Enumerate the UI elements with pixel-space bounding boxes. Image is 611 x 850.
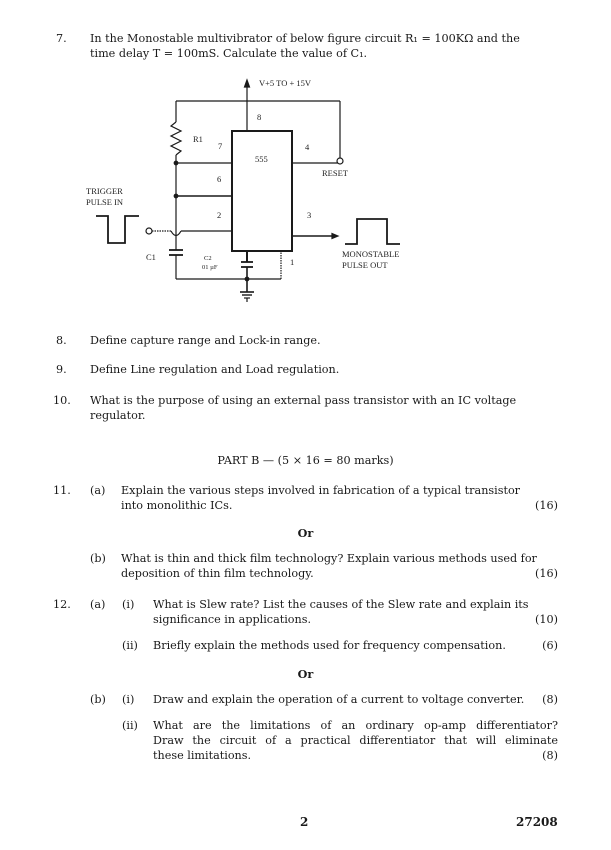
trigger-label-line-2: PULSE IN <box>86 197 124 207</box>
trigger-label-line-1: TRIGGER <box>86 186 123 196</box>
question-8-number: 8. <box>56 334 67 347</box>
pin-4-label: 4 <box>305 142 310 152</box>
question-12b-i-marks: (8) <box>542 693 558 706</box>
question-11b-marks: (16) <box>535 567 558 580</box>
c2-label: C2 <box>204 255 212 262</box>
question-12b-ii-text <box>153 718 558 763</box>
output-label-line-1: MONOSTABLE <box>342 249 400 259</box>
r1-label: R1 <box>193 134 203 144</box>
question-12a-ii-text: Briefly explain the methods used for frequency compensation. <box>153 639 506 652</box>
pin-2-label: 2 <box>217 210 222 220</box>
question-7-line-2: time delay T = 100mS. Calculate the value of C₁. <box>90 47 368 60</box>
question-12b-label: (b) <box>90 693 106 706</box>
question-10-number: 10. <box>53 394 71 407</box>
question-12a-ii-marks: (6) <box>542 639 558 652</box>
circuit-schematic <box>0 0 611 320</box>
question-12b-ii-line-2: Draw the circuit of a practical differentiator that will eliminate <box>153 734 558 747</box>
question-12b-ii-label: (ii) <box>122 719 138 732</box>
pin-6-label: 6 <box>217 174 222 184</box>
question-12a-i-line-1: What is Slew rate? List the causes of the Slew rate and explain its <box>153 598 529 611</box>
question-12b-ii-line-3: these limitations. <box>153 749 252 762</box>
question-11b-line-1: What is thin and thick film technology? Explain various methods used for <box>121 552 537 565</box>
question-8-text: Define capture range and Lock-in range. <box>90 334 321 347</box>
question-12a-label: (a) <box>90 598 106 611</box>
question-11a-text <box>121 483 558 513</box>
question-12a-ii-label: (ii) <box>122 639 138 652</box>
question-12b-i-text: Draw and explain the operation of a current to voltage converter. <box>153 693 525 706</box>
supply-voltage-label: V+5 TO + 15V <box>259 78 312 88</box>
ic-555-label: 555 <box>255 154 268 164</box>
question-12b-i-label: (i) <box>122 693 135 706</box>
question-10-line-1: What is the purpose of using an external pass transistor with an IC voltage <box>90 394 517 407</box>
question-12-number: 12. <box>53 598 71 611</box>
question-12b-ii-line-1: What are the limitations of an ordinary op-amp differentiator? <box>153 719 558 732</box>
pin-7-label: 7 <box>218 141 223 151</box>
question-11b-label: (b) <box>90 552 106 565</box>
question-7-number: 7. <box>56 32 67 45</box>
output-label-line-2: PULSE OUT <box>342 260 388 270</box>
question-12a-i-text <box>153 597 558 627</box>
reset-label: RESET <box>322 168 348 178</box>
question-12a-i-marks: (10) <box>535 613 558 626</box>
question-12-or: Or <box>297 667 314 681</box>
monostable-555-circuit-diagram <box>0 0 611 320</box>
question-11-or: Or <box>297 526 314 540</box>
question-12b-ii-marks: (8) <box>542 749 558 762</box>
question-12a-i-label: (i) <box>122 598 135 611</box>
question-11a-line-1: Explain the various steps involved in fabrication of a typical transistor <box>121 484 521 497</box>
question-11a-marks: (16) <box>535 499 558 512</box>
pin-8-label: 8 <box>257 112 262 122</box>
question-11a-label: (a) <box>90 484 106 497</box>
question-9-number: 9. <box>56 363 67 376</box>
c1-label: C1 <box>146 252 156 262</box>
question-11-number: 11. <box>53 484 71 497</box>
question-10-line-2: regulator. <box>90 409 146 422</box>
c2-value-label: 01 µF <box>202 264 218 271</box>
question-10-text <box>90 393 558 423</box>
question-9-text: Define Line regulation and Load regulation. <box>90 363 340 376</box>
question-11b-line-2: deposition of thin film technology. <box>121 567 314 580</box>
part-b-heading: PART B — (5 × 16 = 80 marks) <box>217 454 394 467</box>
question-11a-line-2: into monolithic ICs. <box>121 499 233 512</box>
question-7-line-1: In the Monostable multivibrator of below figure circuit R₁ = 100KΩ and the <box>90 32 520 45</box>
paper-code: 27208 <box>516 815 558 829</box>
question-12a-i-line-2: significance in applications. <box>153 613 312 626</box>
question-11b-text <box>121 551 558 581</box>
pin-1-label: 1 <box>290 257 295 267</box>
pin-3-label: 3 <box>307 210 312 220</box>
page-number: 2 <box>300 815 309 829</box>
